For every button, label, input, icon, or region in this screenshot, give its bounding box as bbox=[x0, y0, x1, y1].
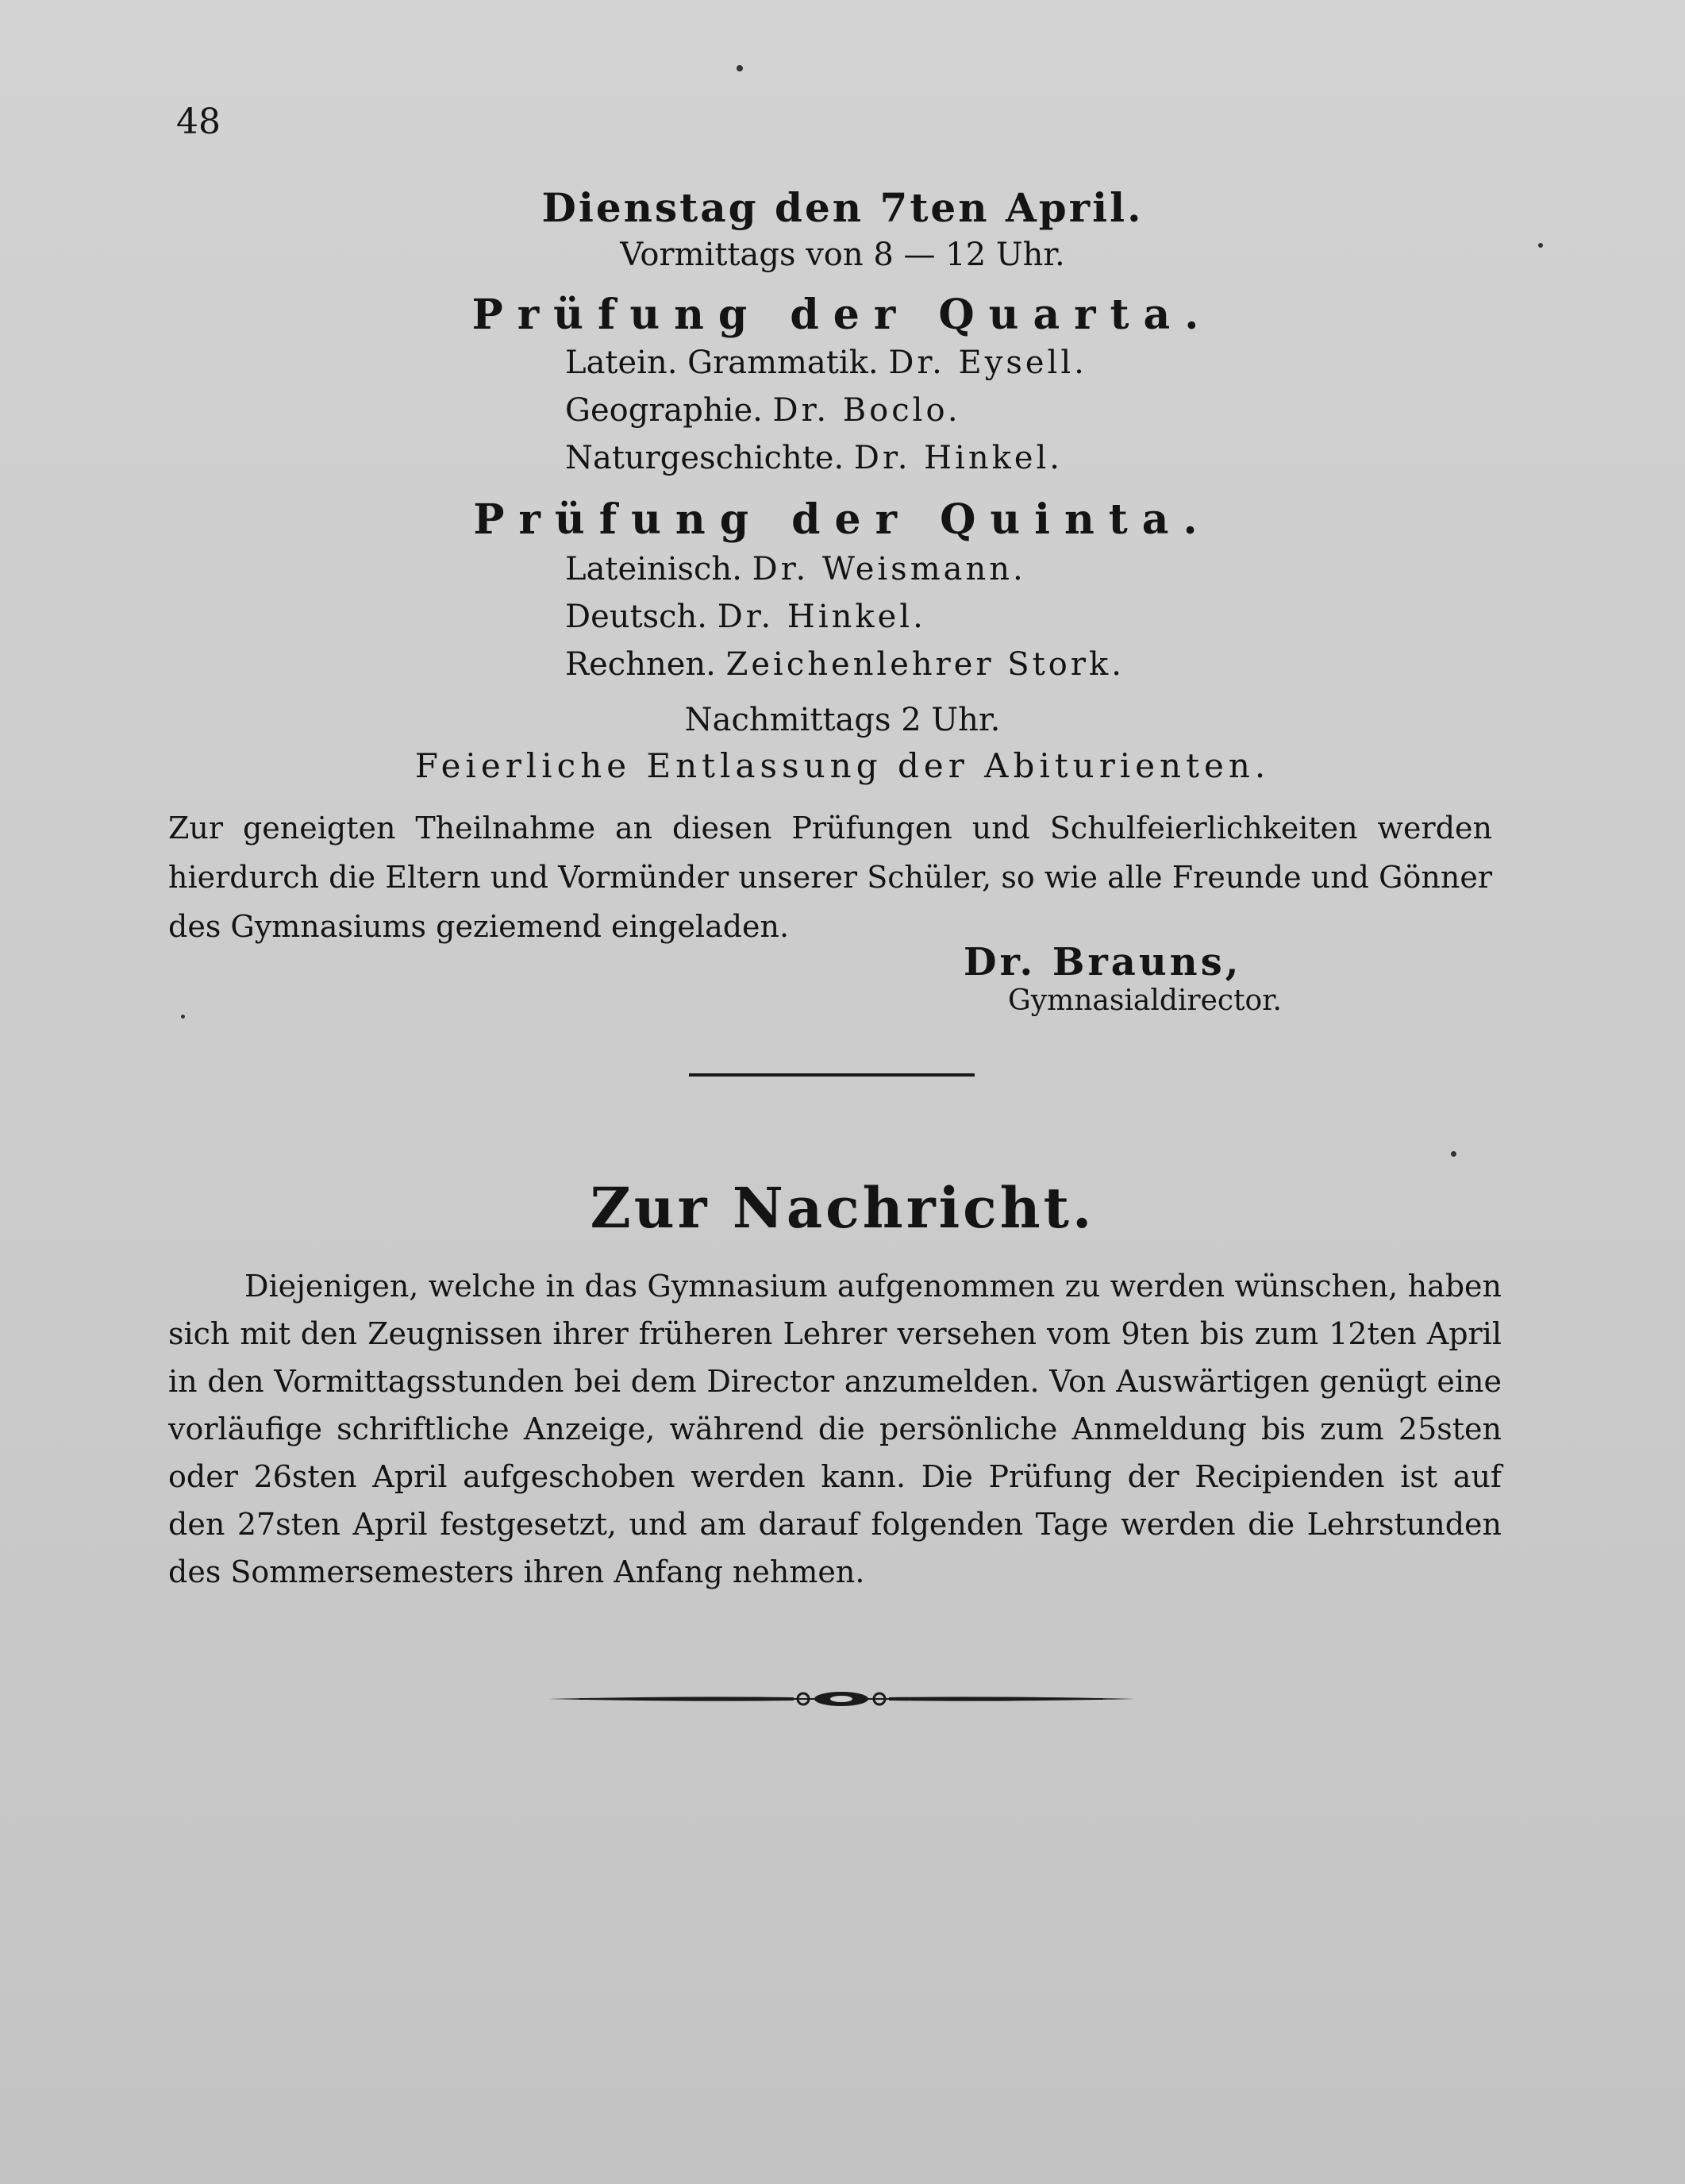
exam-subject-row bbox=[565, 345, 1087, 381]
subject-name: Rechnen. bbox=[565, 646, 716, 683]
paper-speck bbox=[1538, 243, 1543, 248]
paper-speck bbox=[181, 1015, 185, 1019]
subject-name: Lateinisch. bbox=[565, 551, 742, 587]
exam-subject-row bbox=[565, 392, 961, 429]
page-number: 48 bbox=[176, 102, 221, 142]
ornament-divider-icon bbox=[548, 1683, 1135, 1715]
signature-title: Gymnasialdirector. bbox=[1008, 984, 1282, 1017]
teacher-name: Dr. Boclo. bbox=[772, 392, 961, 429]
exam-heading-quarta: Prüfung der Quarta. bbox=[471, 291, 1214, 339]
subject-name: Geographie. bbox=[565, 392, 763, 429]
paper-speck bbox=[737, 65, 743, 71]
morning-time: Vormittags von 8 — 12 Uhr. bbox=[620, 237, 1065, 273]
teacher-name: Dr. Hinkel. bbox=[717, 599, 926, 635]
exam-subject-row bbox=[565, 440, 1063, 476]
subject-name: Deutsch. bbox=[565, 599, 707, 635]
teacher-name: Dr. Weismann. bbox=[752, 551, 1026, 587]
signature-name: Dr. Brauns, bbox=[964, 940, 1242, 984]
paper-speck bbox=[1451, 1151, 1456, 1157]
exam-subject-row bbox=[565, 599, 926, 635]
exam-subject-row bbox=[565, 646, 1125, 683]
teacher-name: Dr. Hinkel. bbox=[853, 440, 1064, 476]
notice-heading: Zur Nachricht. bbox=[590, 1175, 1095, 1241]
subject-name: Naturgeschichte. bbox=[565, 440, 844, 476]
exam-heading-quinta: Prüfung der Quinta. bbox=[473, 495, 1212, 544]
teacher-name: Dr. Eysell. bbox=[888, 345, 1087, 381]
day-heading: Dienstag den 7ten April. bbox=[541, 184, 1144, 231]
invitation-paragraph: Zur geneigten Theilnahme an diesen Prüfungen und Schulfeierlichkeiten werden hierdurch die Eltern und Vormünder unserer Schüler, so wie alle Freunde und Gönner des Gymnasiums geziemend eingeladen. bbox=[168, 811, 1492, 944]
teacher-name: Zeichenlehrer Stork. bbox=[725, 646, 1125, 683]
afternoon-time: Nachmittags 2 Uhr. bbox=[684, 702, 1001, 738]
subject-name: Latein. Grammatik. bbox=[565, 345, 879, 381]
section-divider bbox=[689, 1073, 975, 1077]
graduation-ceremony: Feierliche Entlassung der Abiturienten. bbox=[414, 746, 1271, 785]
notice-paragraph: Diejenigen, welche in das Gymnasium aufgenommen zu werden wünschen, haben sich mit den Zeugnissen ihrer früheren Lehrer versehen vom 9ten bis zum 12ten April in den Vormittagsstunden bei dem Director anzumelden. Von Auswärtigen genügt eine vorläufige schriftliche Anzeige, während die persönliche Anmeldung bis zum 25sten oder 26sten April aufgeschoben werden kann. Die Prüfung der Recipienden ist auf den 27sten April festgesetzt, und am darauf folgenden Tage werden die Lehrstunden des Sommersemesters ihren Anfang nehmen. bbox=[168, 1269, 1502, 1589]
exam-subject-row bbox=[565, 551, 1026, 587]
